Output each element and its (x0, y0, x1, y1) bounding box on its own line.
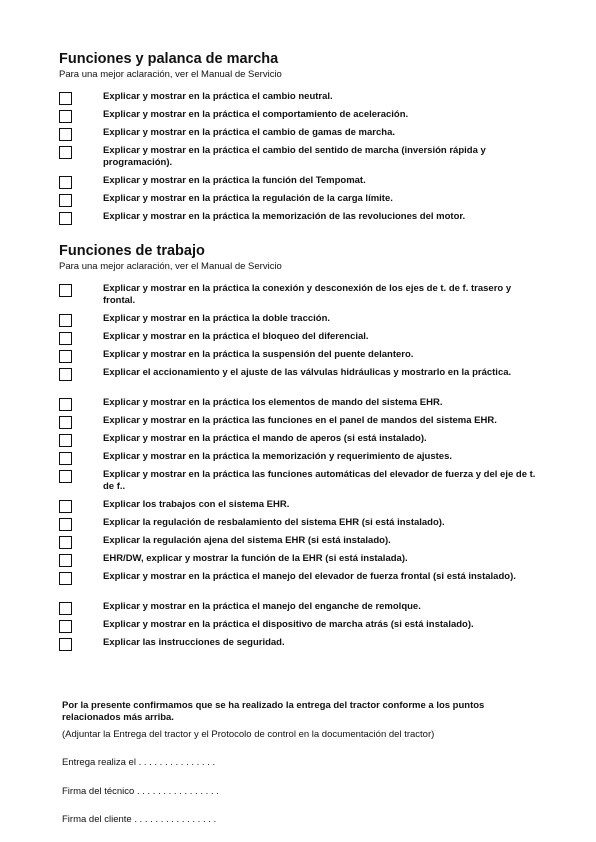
checkbox[interactable] (59, 176, 72, 189)
checkbox[interactable] (59, 434, 72, 447)
checkbox[interactable] (59, 194, 72, 207)
checklist-item-text: Explicar y mostrar en la práctica la memorización de las revoluciones del motor. (103, 211, 466, 222)
checkbox[interactable] (59, 350, 72, 363)
checklist-item-text: Explicar la regulación de resbalamiento del sistema EHR (si está instalado). (103, 517, 445, 528)
checkbox[interactable] (59, 92, 72, 105)
checkbox[interactable] (59, 284, 72, 297)
checkbox[interactable] (59, 332, 72, 345)
checkbox[interactable] (59, 536, 72, 549)
checkbox[interactable] (59, 638, 72, 651)
checkbox[interactable] (59, 500, 72, 513)
checklist-item-text: Explicar y mostrar en la práctica la memorización y requerimiento de ajustes. (103, 451, 452, 462)
checklist-item-text: Explicar y mostrar en la práctica el bloqueo del diferencial. (103, 331, 369, 342)
checklist-item-text: Explicar y mostrar en la práctica el dispositivo de marcha atrás (si está instalado). (103, 619, 474, 630)
checklist-item-text: EHR/DW, explicar y mostrar la función de la EHR (si está instalada). (103, 553, 408, 564)
checkbox[interactable] (59, 416, 72, 429)
checkbox[interactable] (59, 128, 72, 141)
checklist-item-text: Explicar y mostrar en la práctica el comportamiento de aceleración. (103, 109, 409, 120)
section-subtitle-gear-functions: Para una mejor aclaración, ver el Manual de Servicio (59, 69, 282, 80)
checklist-item-text: Explicar las instrucciones de seguridad. (103, 637, 285, 648)
attachment-note: (Adjuntar la Entrega del tractor y el Protocolo de control en la documentación del tractor) (62, 729, 435, 740)
checkbox[interactable] (59, 110, 72, 123)
customer-signature-field[interactable]: Firma del cliente . . . . . . . . . . . . . . . . (62, 814, 217, 825)
checkbox[interactable] (59, 554, 72, 567)
technician-signature-field[interactable]: Firma del técnico . . . . . . . . . . . . . . . . (62, 786, 219, 797)
checklist-item-text: Explicar y mostrar en la práctica el cambio de gamas de marcha. (103, 127, 395, 138)
checklist-item-text: Explicar y mostrar en la práctica el cambio neutral. (103, 91, 333, 102)
section-title-work-functions: Funciones de trabajo (59, 243, 205, 259)
checkbox[interactable] (59, 398, 72, 411)
checkbox[interactable] (59, 314, 72, 327)
checklist-item-text: Explicar y mostrar en la práctica las funciones automáticas del elevador de fuerza y del eje de t. de f.. (103, 469, 536, 492)
checklist-item-text: Explicar y mostrar en la práctica la suspensión del puente delantero. (103, 349, 414, 360)
checklist-item-text: Explicar y mostrar en la práctica los elementos de mando del sistema EHR. (103, 397, 443, 408)
checkbox[interactable] (59, 452, 72, 465)
checklist-item-text: Explicar y mostrar en la práctica el cambio del sentido de marcha (inversión rápida y programación). (103, 145, 486, 168)
checkbox[interactable] (59, 146, 72, 159)
checkbox[interactable] (59, 572, 72, 585)
checklist-item-text: Explicar y mostrar en la práctica las funciones en el panel de mandos del sistema EHR. (103, 415, 497, 426)
checklist-item-text: Explicar los trabajos con el sistema EHR. (103, 499, 290, 510)
section-title-gear-functions: Funciones y palanca de marcha (59, 51, 279, 67)
checkbox[interactable] (59, 602, 72, 615)
checkbox[interactable] (59, 620, 72, 633)
checklist-item-text: Explicar y mostrar en la práctica la doble tracción. (103, 313, 331, 324)
delivery-date-field[interactable]: Entrega realiza el . . . . . . . . . . . . . . . (62, 757, 216, 768)
checklist-item-text: Explicar y mostrar en la práctica el manejo del elevador de fuerza frontal (si está instalado). (103, 571, 516, 582)
checklist-item-text: Explicar la regulación ajena del sistema EHR (si está instalado). (103, 535, 391, 546)
checkbox[interactable] (59, 212, 72, 225)
checkbox[interactable] (59, 368, 72, 381)
checklist-item-text: Explicar y mostrar en la práctica el mando de aperos (si está instalado). (103, 433, 427, 444)
checklist-item-text: Explicar y mostrar en la práctica la función del Tempomat. (103, 175, 366, 186)
checklist-item-text: Explicar y mostrar en la práctica la conexión y desconexión de los ejes de t. de f. trasero y frontal. (103, 283, 512, 306)
confirmation-text: Por la presente confirmamos que se ha realizado la entrega del tractor conforme a los puntos relacionados más arriba. (62, 700, 485, 723)
checklist-item-text: Explicar y mostrar en la práctica el manejo del enganche de remolque. (103, 601, 421, 612)
section-subtitle-work-functions: Para una mejor aclaración, ver el Manual de Servicio (59, 261, 282, 272)
checkbox[interactable] (59, 470, 72, 483)
checklist-item-text: Explicar el accionamiento y el ajuste de las válvulas hidráulicas y mostrarlo en la práctica. (103, 367, 512, 378)
checklist-item-text: Explicar y mostrar en la práctica la regulación de la carga límite. (103, 193, 393, 204)
checkbox[interactable] (59, 518, 72, 531)
